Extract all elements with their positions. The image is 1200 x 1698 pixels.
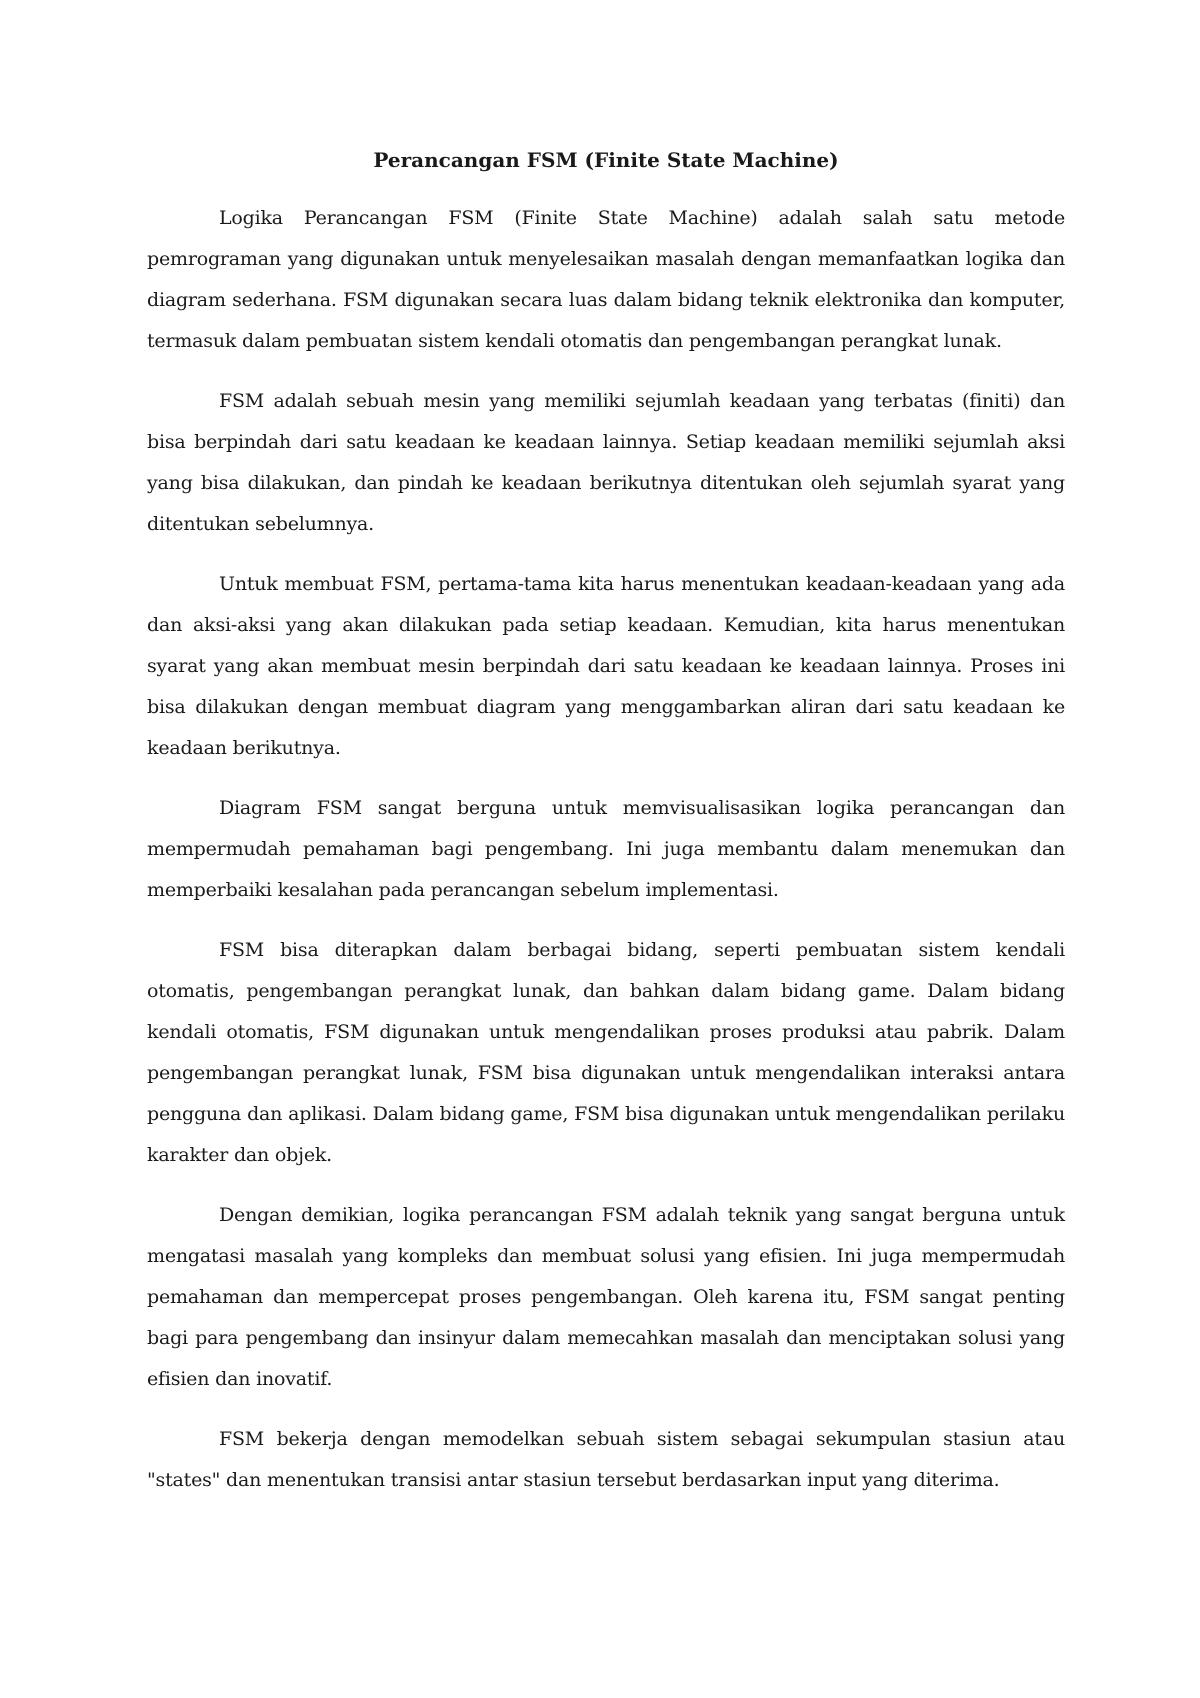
- paragraph-intro: Logika Perancangan FSM (Finite State Machine) adalah salah satu metode pemrograman yang digunakan untuk menyelesaikan masalah dengan memanfaatkan logika dan diagram sederhana. FSM digunakan secara luas dalam bidang teknik elektronika dan komputer, termasuk dalam pembuatan sistem kendali otomatis dan pengembangan perangkat lunak.: [147, 207, 1065, 352]
- paragraph-definition: FSM adalah sebuah mesin yang memiliki sejumlah keadaan yang terbatas (finiti) dan bisa berpindah dari satu keadaan ke keadaan lainnya. Setiap keadaan memiliki sejumlah aksi yang bisa dilakukan, dan pindah ke keadaan berikutnya ditentukan oleh sejumlah syarat yang ditentukan sebelumnya.: [147, 390, 1065, 535]
- paragraph-conclusion: Dengan demikian, logika perancangan FSM adalah teknik yang sangat berguna untuk mengatasi masalah yang kompleks dan membuat solusi yang efisien. Ini juga mempermudah pemahaman dan mempercepat proses pengembangan. Oleh karena itu, FSM sangat penting bagi para pengembang dan insinyur dalam memecahkan masalah dan menciptakan solusi yang efisien dan inovatif.: [147, 1204, 1065, 1390]
- paragraph-applications: FSM bisa diterapkan dalam berbagai bidang, seperti pembuatan sistem kendali otomatis, pengembangan perangkat lunak, dan bahkan dalam bidang game. Dalam bidang kendali otomatis, FSM digunakan untuk mengendalikan proses produksi atau pabrik. Dalam pengembangan perangkat lunak, FSM bisa digunakan untuk mengendalikan interaksi antara pengguna dan aplikasi. Dalam bidang game, FSM bisa digunakan untuk mengendalikan perilaku karakter dan objek.: [147, 939, 1065, 1166]
- paragraph-diagram: Diagram FSM sangat berguna untuk memvisualisasikan logika perancangan dan mempermudah pemahaman bagi pengembang. Ini juga membantu dalam menemukan dan memperbaiki kesalahan pada perancangan sebelum implementasi.: [147, 797, 1065, 901]
- document-title: Perancangan FSM (Finite State Machine): [373, 148, 839, 172]
- paragraph-steps: Untuk membuat FSM, pertama-tama kita harus menentukan keadaan-keadaan yang ada dan aksi-aksi yang akan dilakukan pada setiap keadaan. Kemudian, kita harus menentukan syarat yang akan membuat mesin berpindah dari satu keadaan ke keadaan lainnya. Proses ini bisa dilakukan dengan membuat diagram yang menggambarkan aliran dari satu keadaan ke keadaan berikutnya.: [147, 573, 1065, 759]
- paragraph-how-it-works: FSM bekerja dengan memodelkan sebuah sistem sebagai sekumpulan stasiun atau "states" dan menentukan transisi antar stasiun tersebut berdasarkan input yang diterima.: [147, 1428, 1065, 1491]
- document-body: [147, 140, 1065, 1520]
